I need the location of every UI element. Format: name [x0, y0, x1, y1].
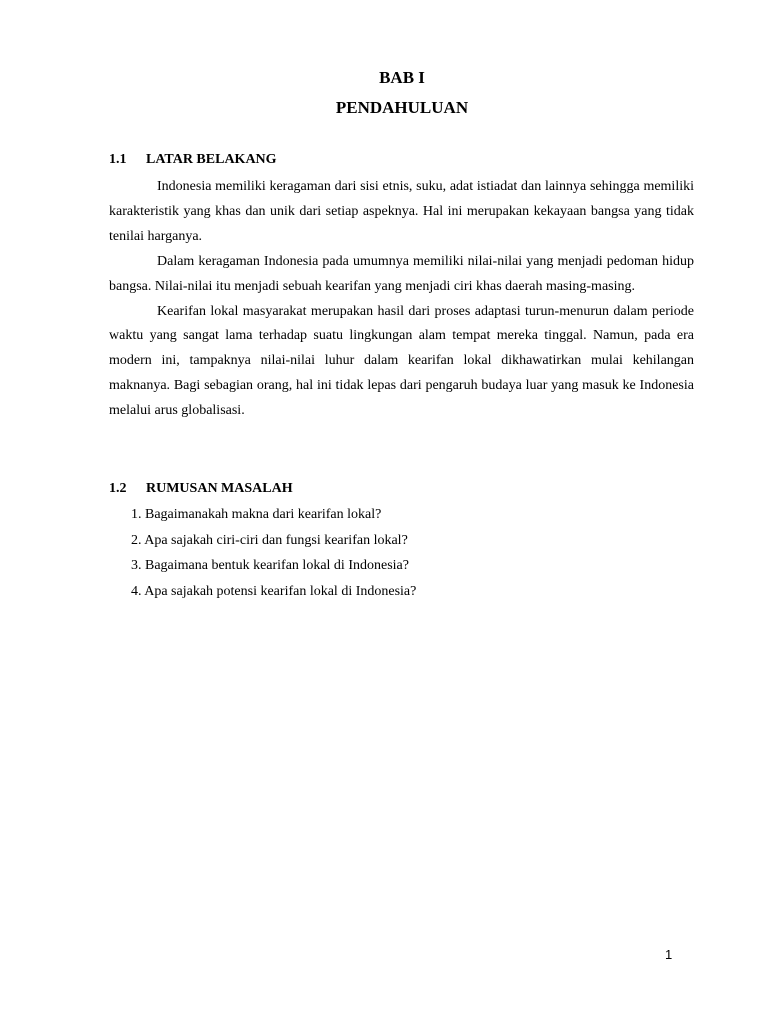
section-number: 1.1 — [109, 152, 127, 167]
paragraph: Indonesia memiliki keragaman dari sisi etnis, suku, adat istiadat dan lainnya sehingga memiliki karakteristik yang khas dan unik dari setiap aspeknya. Hal ini merupakan kekayaan bangsa yang tidak tenilai harganya. — [109, 179, 694, 244]
list-item: 2. Apa sajakah ciri-ciri dan fungsi kearifan lokal? — [131, 532, 408, 548]
page-number: 1 — [665, 947, 673, 962]
list-item: 3. Bagaimana bentuk kearifan lokal di Indonesia? — [131, 558, 409, 573]
rumusan-masalah-list — [131, 502, 416, 604]
section-title: LATAR BELAKANG — [146, 152, 277, 167]
paragraph: Dalam keragaman Indonesia pada umumnya memiliki nilai-nilai yang menjadi pedoman hidup bangsa. Nilai-nilai itu menjadi sebuah kearifan yang menjadi ciri khas daerah masing-masing. — [109, 253, 694, 294]
section-heading-latar-belakang — [109, 151, 277, 169]
paragraph: Kearifan lokal masyarakat merupakan hasil dari proses adaptasi turun-menurun dalam periode waktu yang sangat lama terhadap suatu lingkungan alam tempat mereka tinggal. Namun, pada era modern ini, tampaknya nilai-nilai luhur dalam kearifan lokal dikhawatirkan mulai kehilangan maknanya. Bagi sebagian orang, hal ini tidak lepas dari pengaruh budaya luar yang masuk ke Indonesia melalui arus globalisasi. — [109, 303, 694, 419]
chapter-title: PENDAHULUAN — [335, 98, 469, 117]
section-title: RUMUSAN MASALAH — [146, 481, 293, 496]
chapter-number: BAB I — [379, 68, 425, 87]
list-item: 1. Bagaimanakah makna dari kearifan lokal? — [131, 507, 382, 522]
section-number: 1.2 — [109, 481, 127, 496]
latar-belakang-body — [109, 175, 694, 424]
list-item: 4. Apa sajakah potensi kearifan lokal di Indonesia? — [131, 583, 417, 599]
section-heading-rumusan-masalah — [109, 480, 293, 498]
